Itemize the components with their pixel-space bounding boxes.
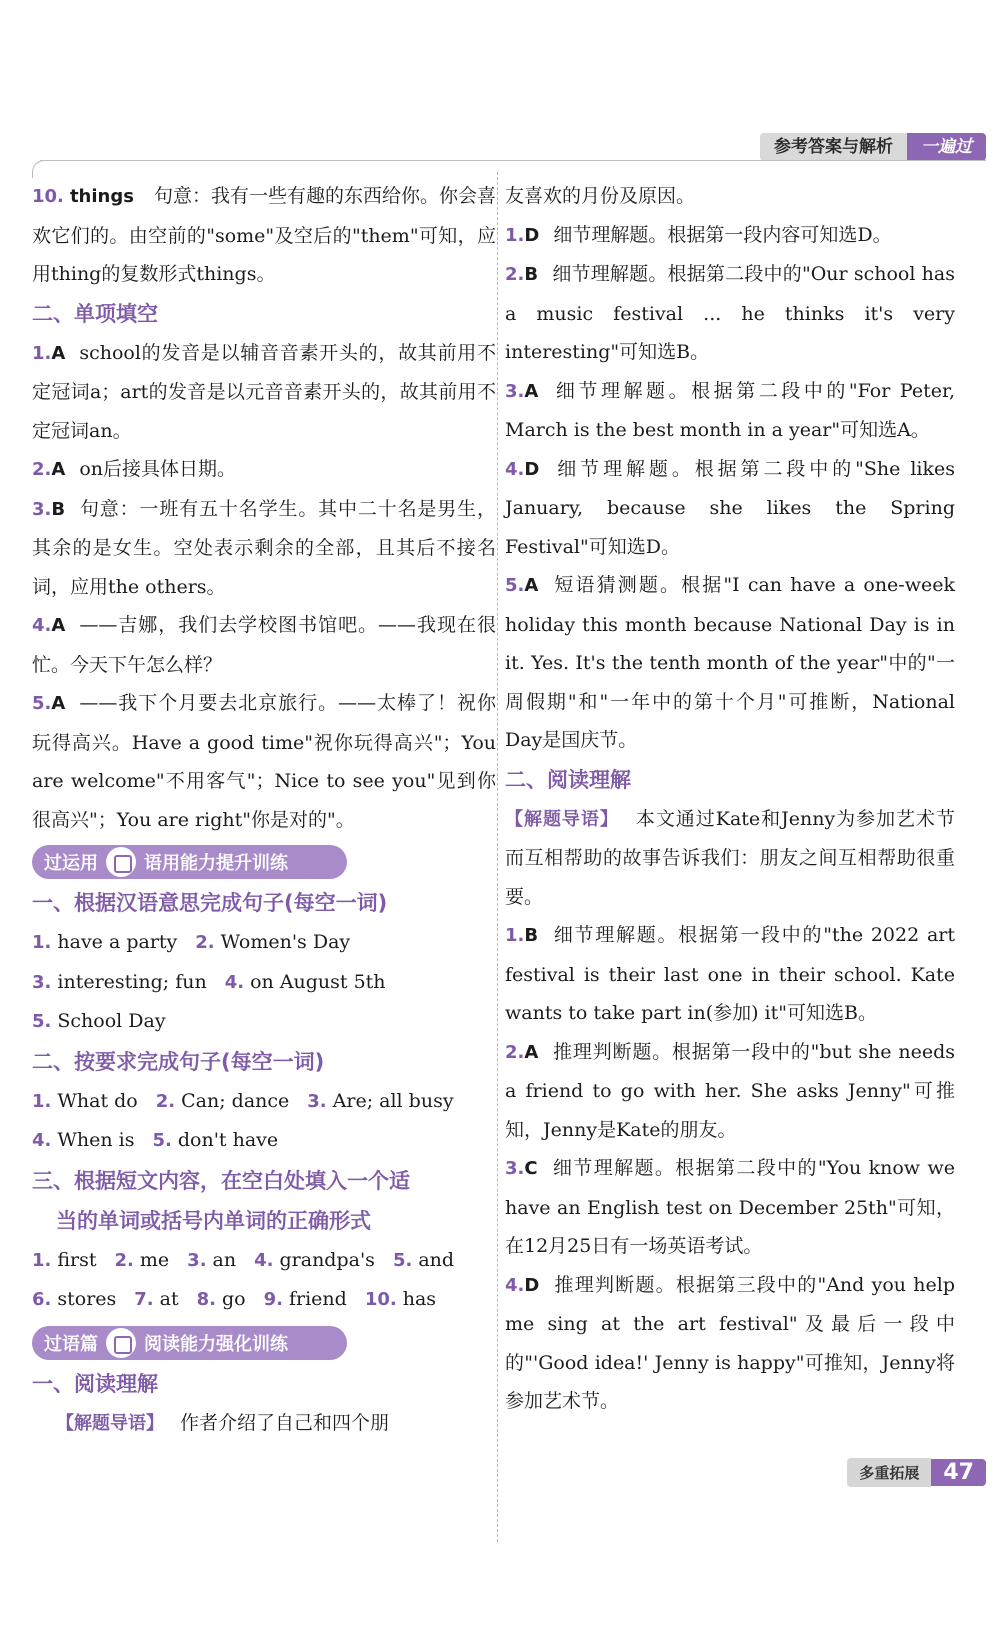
- item-number: 4.: [32, 615, 52, 636]
- item-answer: A: [524, 380, 539, 402]
- item-number: 3.: [505, 380, 525, 402]
- guide-text: 作者介绍了自己和四个朋: [180, 1411, 390, 1434]
- item-number: 1.: [32, 1090, 52, 1112]
- answer-line: [32, 963, 496, 1003]
- item-number: 1.: [32, 932, 52, 953]
- answer-line: [32, 923, 496, 963]
- item-number: 5.: [505, 575, 525, 596]
- answer-item: [505, 372, 955, 450]
- item-number: 3.: [505, 1158, 525, 1179]
- left-column: [32, 177, 496, 1443]
- answer-line: [32, 1082, 496, 1122]
- answer-line: [32, 1002, 496, 1042]
- item-explanation: ——吉娜，我们去学校图书馆吧。——我现在很忙。今天下午怎么样？: [32, 614, 496, 676]
- item-number: 1.: [505, 224, 525, 246]
- guide-label: 【解题导语】: [505, 808, 619, 830]
- section-title: 一、阅读理解: [32, 1371, 158, 1396]
- answer-item: [505, 916, 955, 1033]
- section-title: 二、按要求完成句子(每空一词): [32, 1049, 325, 1074]
- item-number: 4.: [505, 458, 525, 480]
- item-explanation: 细节理解题。根据第一段中的"the 2022 art festival is their last one in their school. Kate wants to take part in(参加) it"可知选B。: [505, 924, 955, 1024]
- item-explanation: 短语猜测题。根据"I can have a one-week holiday this month because National Day is in it. Yes. It's the tenth month of the year"中的"一周假期"和"一年中的第十个月"可推断，National Day是国庆节。: [505, 574, 955, 751]
- answer-item: [505, 450, 955, 567]
- section-title: 二、阅读理解: [505, 767, 631, 792]
- footer-label: 多重拓展: [847, 1458, 931, 1487]
- item-number: 3.: [32, 971, 52, 993]
- item-answer-text: don't have: [177, 1129, 279, 1151]
- item-answer: A: [524, 1041, 539, 1063]
- banner-subtitle: 语用能力提升训练: [144, 853, 288, 874]
- item-number: 6.: [32, 1289, 52, 1310]
- item-number: 5.: [32, 693, 52, 714]
- reading-guide: [505, 800, 955, 917]
- item-answer-text: go: [222, 1288, 246, 1310]
- item-answer-text: Are; all busy: [332, 1089, 454, 1112]
- answer-item: [32, 450, 496, 490]
- guide-text: 本文通过Kate和Jenny为参加艺术节而互相帮助的故事告诉我们：朋友之间互相帮助很重要。: [505, 807, 955, 908]
- item-answer-text: at: [159, 1288, 179, 1310]
- item-answer-text: School Day: [57, 1010, 166, 1032]
- item-number: 1.: [505, 925, 525, 946]
- item-number: 9.: [263, 1289, 283, 1310]
- item-answer-text: What do: [57, 1089, 138, 1112]
- item-answer-text: on August 5th: [250, 970, 386, 993]
- answer-list: [32, 334, 496, 840]
- item-answer-text: first: [57, 1248, 97, 1271]
- answer-item: [505, 216, 955, 256]
- guide-label: 【解题导语】: [56, 1412, 164, 1434]
- item-answer: A: [524, 575, 539, 596]
- short-answer-list: [32, 1082, 496, 1161]
- section-title: 二、单项填空: [32, 301, 158, 326]
- banner-subtitle: 阅读能力强化训练: [144, 1333, 288, 1355]
- item-explanation: 细节理解题。根据第二段中的"She likes January, because she likes the Spring Festival"可知选D。: [505, 457, 955, 558]
- section-banner: [32, 845, 347, 879]
- item-answer: B: [524, 264, 539, 285]
- reading-guide: [32, 1404, 496, 1444]
- item-answer: B: [51, 498, 66, 520]
- section-title: 一、根据汉语意思完成句子(每空一词): [32, 891, 388, 915]
- item-answer-text: have a party: [57, 931, 178, 953]
- answer-item: [32, 606, 496, 684]
- header-rule: [40, 160, 986, 161]
- item-number: 5.: [392, 1249, 413, 1271]
- item-number: 1.: [32, 1249, 52, 1271]
- item-answer-text: stores: [57, 1288, 117, 1310]
- item-answer: A: [51, 693, 66, 714]
- header-logo: 一遍过: [907, 133, 986, 161]
- item-answer: A: [51, 342, 66, 364]
- page-header: [760, 132, 986, 162]
- chart-icon: [106, 847, 136, 877]
- item-answer: things: [69, 186, 134, 207]
- item-number: 4.: [254, 1249, 274, 1271]
- item-answer-text: Women's Day: [220, 931, 351, 953]
- answer-item: [505, 1149, 955, 1266]
- short-answer-list: [32, 923, 496, 1042]
- answer-item: [32, 334, 496, 451]
- item-answer: D: [524, 1274, 540, 1296]
- answer-line: [32, 1280, 496, 1320]
- answer-line: [32, 1121, 496, 1161]
- item-number: 2.: [114, 1249, 134, 1271]
- item-number: 3.: [187, 1249, 207, 1271]
- page-footer: [847, 1458, 986, 1487]
- answer-item: [32, 490, 496, 607]
- item-number: 3.: [307, 1090, 327, 1112]
- item-answer-text: friend: [288, 1288, 347, 1310]
- item-explanation: 细节理解题。根据第二段中的"Our school has a music festival ... he thinks it's very interesting"可知选B。: [505, 263, 955, 363]
- item-explanation: 推理判断题。根据第三段中的"And you help me sing at the art festival"及最后一段中的"'Good idea!' Jenny is happy"可推知，Jenny将参加艺术节。: [505, 1273, 955, 1412]
- item-number: 5.: [32, 1011, 52, 1032]
- item-number: 4.: [505, 1274, 525, 1296]
- continued-text: 友喜欢的月份及原因。: [505, 185, 696, 207]
- item-number: 2.: [505, 1041, 525, 1063]
- section-title-continued: 当的单词或括号内单词的正确形式: [56, 1208, 371, 1233]
- item-answer-text: me: [139, 1248, 170, 1271]
- banner-label: 过语篇: [44, 1333, 98, 1355]
- item-answer: A: [51, 615, 66, 636]
- item-answer: C: [524, 1158, 538, 1179]
- answer-list: [505, 916, 955, 1421]
- item-number: 4.: [224, 971, 245, 993]
- item-explanation: school的发音是以辅音音素开头的，故其前用不定冠词a；art的发音是以元音音素开头的，故其前用不定冠词an。: [32, 341, 496, 442]
- column-divider: [497, 172, 498, 1542]
- item-answer: D: [524, 458, 540, 480]
- answer-item: [32, 177, 496, 294]
- item-answer-text: grandpa's: [279, 1248, 375, 1271]
- book-icon: [106, 1328, 136, 1358]
- item-answer: D: [524, 224, 540, 246]
- item-answer-text: and: [418, 1248, 455, 1271]
- item-explanation: 细节理解题。根据第二段中的"For Peter, March is the best month in a year"可知选A。: [505, 379, 955, 441]
- section-banner: [32, 1326, 347, 1360]
- page-number: 47: [931, 1459, 986, 1486]
- item-number: 8.: [196, 1289, 216, 1310]
- header-rule-curve: [32, 160, 46, 178]
- item-answer-text: an: [212, 1248, 237, 1271]
- item-number: 10.: [364, 1289, 397, 1310]
- item-number: 2.: [195, 932, 215, 953]
- right-column: [505, 177, 955, 1421]
- item-number: 2.: [32, 459, 52, 480]
- item-explanation: 细节理解题。根据第二段中的"You know we have an English test on December 25th"可知，在12月25日有一场英语考试。: [505, 1157, 955, 1257]
- item-number: 3.: [32, 498, 52, 520]
- header-label: 参考答案与解析: [760, 133, 907, 161]
- item-explanation: ——我下个月要去北京旅行。——太棒了！祝你玩得高兴。Have a good time"祝你玩得高兴"；You are welcome"不用客气"；Nice to see you"见到你很高兴"；You are right"你是对的"。: [32, 692, 496, 831]
- answer-item: [32, 684, 496, 839]
- item-explanation: 推理判断题。根据第一段中的"but she needs a friend to go with her. She asks Jenny"可推知，Jenny是Kate的朋友。: [505, 1040, 955, 1141]
- item-number: 2.: [155, 1090, 176, 1112]
- item-answer-text: interesting; fun: [57, 970, 207, 993]
- item-number: 5.: [152, 1130, 172, 1151]
- section-title: 三、根据短文内容，在空白处填入一个适: [32, 1168, 410, 1193]
- answer-item: [505, 1033, 955, 1150]
- answer-line: [32, 1241, 496, 1281]
- item-number: 2.: [505, 264, 525, 285]
- item-answer-text: Can; dance: [181, 1089, 290, 1112]
- answer-item: [505, 255, 955, 372]
- item-number: 10.: [32, 186, 64, 207]
- item-answer-text: has: [402, 1288, 437, 1310]
- item-answer: B: [524, 925, 539, 946]
- answer-list: [505, 216, 955, 760]
- item-explanation: on后接具体日期。: [79, 458, 236, 480]
- item-number: 4.: [32, 1130, 52, 1151]
- answer-item: [505, 566, 955, 760]
- item-explanation: 句意：一班有五十名学生。其中二十名是男生，其余的是女生。空处表示剩余的全部，且其后不接名词，应用the others。: [32, 497, 496, 598]
- item-explanation: 细节理解题。根据第一段内容可知选D。: [553, 223, 892, 246]
- item-number: 1.: [32, 342, 52, 364]
- answer-item: [505, 1266, 955, 1421]
- item-number: 7.: [134, 1289, 154, 1310]
- item-explanation: 句意：我有一些有趣的东西给你。你会喜欢它们的。由空前的"some"及空后的"them"可知，应用thing的复数形式things。: [32, 185, 497, 285]
- item-answer: A: [51, 459, 66, 480]
- item-answer-text: When is: [57, 1129, 135, 1151]
- banner-label: 过运用: [44, 853, 98, 874]
- short-answer-list: [32, 1241, 496, 1320]
